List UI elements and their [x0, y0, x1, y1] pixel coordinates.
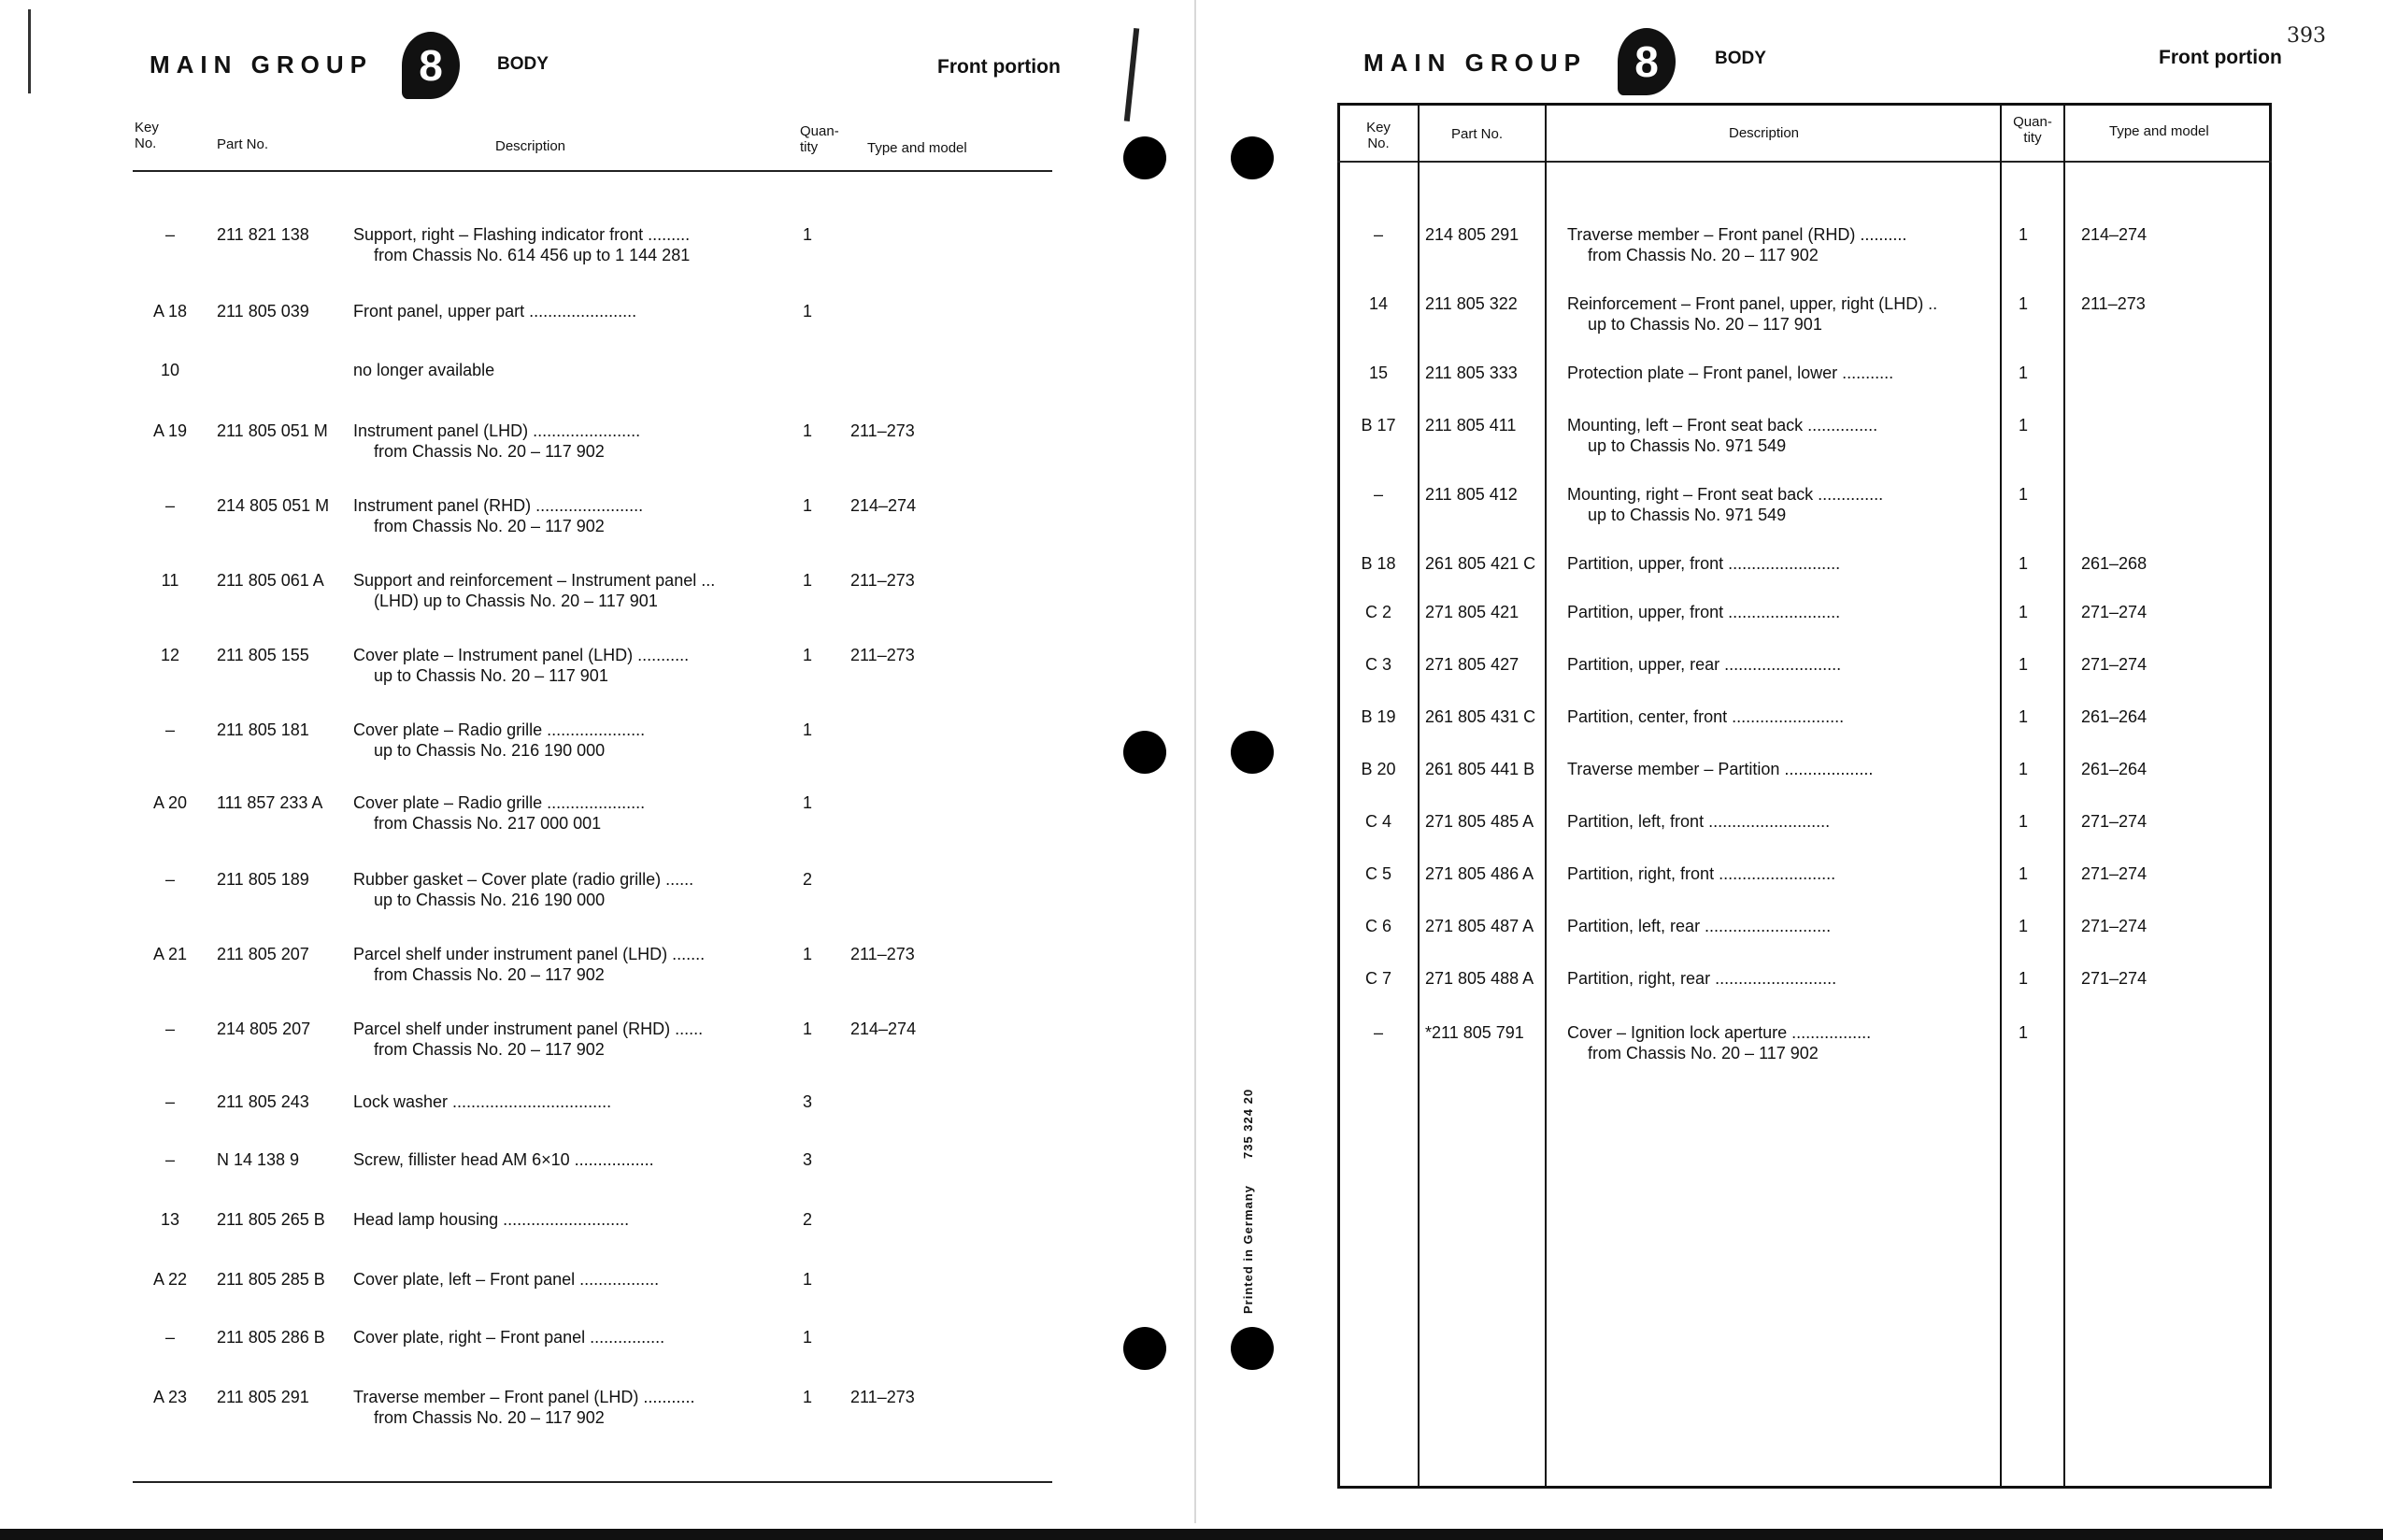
- row-key-no: C 2: [1364, 603, 1391, 621]
- row-description: [353, 869, 693, 910]
- row-type-model: 261–268: [2081, 554, 2148, 573]
- row-description-line: Cover plate, left – Front panel .................: [353, 1270, 660, 1289]
- row-key-no: A 22: [152, 1270, 188, 1289]
- row-part-no: 214 805 051 M: [217, 496, 330, 515]
- row-key-no: 12: [160, 646, 180, 664]
- row-description-line: Lock washer ..................................: [353, 1092, 612, 1111]
- row-description: [353, 1209, 629, 1230]
- header-type-model: Type and model: [867, 140, 967, 156]
- row-quantity: 1: [803, 225, 813, 244]
- page-gutter: [1194, 0, 1196, 1523]
- row-description: [353, 645, 689, 686]
- binder-hole: [1123, 1327, 1166, 1370]
- row-description: [353, 944, 705, 985]
- row-description-line: Partition, center, front ........................: [1567, 707, 1845, 726]
- row-description-note: up to Chassis No. 971 549: [1588, 436, 1787, 455]
- binder-hole: [1231, 1327, 1274, 1370]
- row-type-model: 271–274: [2081, 603, 2148, 621]
- row-quantity: 1: [2019, 603, 2029, 621]
- row-key-no: A 18: [152, 302, 188, 321]
- row-part-no: N 14 138 9: [217, 1150, 300, 1169]
- row-description-line: Support, right – Flashing indicator front .........: [353, 225, 691, 244]
- edge-mark: [28, 9, 31, 93]
- row-type-model: 211–273: [850, 1388, 915, 1406]
- row-description-line: Support and reinforcement – Instrument panel ...: [353, 571, 716, 590]
- row-key-no: –: [164, 870, 175, 889]
- row-key-no: 10: [160, 361, 180, 379]
- row-description-line: Front panel, upper part .......................: [353, 302, 637, 321]
- row-description-line: Instrument panel (LHD) .......................: [353, 421, 641, 440]
- row-quantity: 3: [803, 1150, 813, 1169]
- row-key-no: –: [164, 496, 175, 515]
- row-part-no: 211 805 207: [217, 945, 309, 963]
- row-part-no: 271 805 488 A: [1425, 969, 1534, 988]
- row-part-no: 111 857 233 A: [217, 793, 323, 812]
- binder-hole: [1123, 136, 1166, 179]
- row-type-model: 261–264: [2081, 707, 2148, 726]
- row-description: [1567, 363, 1893, 383]
- group-number-badge: 8: [1618, 28, 1676, 95]
- binder-hole: [1123, 731, 1166, 774]
- group-name: BODY: [1715, 49, 1766, 68]
- row-key-no: C 7: [1364, 969, 1391, 988]
- row-part-no: 211 821 138: [217, 225, 309, 244]
- footer-rule: [133, 1481, 1052, 1483]
- row-key-no: C 3: [1364, 655, 1391, 674]
- row-description-line: Partition, left, rear ...........................: [1567, 917, 1832, 935]
- row-description-note: up to Chassis No. 216 190 000: [374, 741, 606, 760]
- row-description-note: from Chassis No. 20 – 117 902: [374, 1408, 605, 1427]
- row-description-line: Reinforcement – Front panel, upper, right (LHD) ..: [1567, 294, 1938, 313]
- row-quantity: 1: [2019, 416, 2029, 435]
- row-key-no: C 4: [1364, 812, 1391, 831]
- row-part-no: 214 805 291: [1425, 225, 1520, 244]
- row-description-line: Cover plate, right – Front panel ................: [353, 1328, 665, 1347]
- header-key-no: Key No.: [135, 120, 159, 151]
- row-type-model: 214–274: [2081, 225, 2148, 244]
- row-key-no: –: [164, 1150, 175, 1169]
- row-key-no: 13: [160, 1210, 180, 1229]
- column-divider: [2063, 105, 2065, 1486]
- row-description-note: up to Chassis No. 20 – 117 901: [374, 666, 608, 685]
- row-type-model: 214–274: [850, 1020, 917, 1038]
- header-rule: [133, 170, 1052, 172]
- row-key-no: A 23: [152, 1388, 188, 1406]
- row-part-no: 211 805 243: [217, 1092, 309, 1111]
- binder-mark: [1124, 28, 1139, 121]
- row-quantity: 1: [2019, 294, 2029, 313]
- row-quantity: 1: [803, 421, 813, 440]
- section-title: Front portion: [937, 56, 1061, 78]
- row-description: [353, 792, 645, 834]
- row-part-no: 271 805 485 A: [1425, 812, 1534, 831]
- row-part-no: 211 805 265 B: [217, 1210, 325, 1229]
- row-quantity: 1: [2019, 760, 2029, 778]
- row-description-line: Cover plate – Radio grille .....................: [353, 793, 646, 812]
- row-key-no: C 5: [1364, 864, 1391, 883]
- row-type-model: 211–273: [850, 421, 915, 440]
- row-description-note: up to Chassis No. 216 190 000: [374, 891, 606, 909]
- row-description-line: Traverse member – Partition ...................: [1567, 760, 1874, 778]
- row-quantity: 1: [803, 302, 813, 321]
- row-description: [1567, 654, 1841, 675]
- row-description-line: Partition, upper, front ........................: [1567, 603, 1841, 621]
- row-description: [353, 1269, 659, 1290]
- row-description-line: Cover – Ignition lock aperture .................: [1567, 1023, 1872, 1042]
- row-quantity: 2: [803, 870, 813, 889]
- row-description-line: no longer available: [353, 361, 495, 379]
- row-type-model: 211–273: [850, 646, 915, 664]
- row-key-no: 14: [1368, 294, 1389, 313]
- header-quantity: Quan- tity: [800, 123, 839, 155]
- row-description: [1567, 811, 1830, 832]
- print-code: 735 324 20: [1241, 1088, 1255, 1159]
- row-description: [1567, 293, 1937, 335]
- row-quantity: 1: [803, 720, 813, 739]
- row-description-line: Cover plate – Radio grille .....................: [353, 720, 646, 739]
- row-description-line: Traverse member – Front panel (LHD) ...........: [353, 1388, 695, 1406]
- binder-hole: [1231, 731, 1274, 774]
- row-description-line: Head lamp housing ...........................: [353, 1210, 630, 1229]
- row-quantity: 1: [803, 1020, 813, 1038]
- row-description: [353, 301, 636, 321]
- row-part-no: 271 805 487 A: [1425, 917, 1534, 935]
- row-type-model: 214–274: [850, 496, 917, 515]
- row-description: [1567, 415, 1877, 456]
- row-key-no: –: [1373, 485, 1383, 504]
- row-description-line: Instrument panel (RHD) .......................: [353, 496, 644, 515]
- header-part-no: Part No.: [217, 136, 269, 152]
- row-quantity: 1: [803, 945, 813, 963]
- row-quantity: 1: [2019, 812, 2029, 831]
- row-description-note: from Chassis No. 20 – 117 902: [374, 517, 605, 535]
- right-page: [1201, 0, 2383, 1521]
- row-description: [353, 1019, 703, 1060]
- row-key-no: –: [164, 720, 175, 739]
- row-description: [353, 1387, 694, 1428]
- row-key-no: –: [1373, 1023, 1383, 1042]
- row-key-no: B 17: [1361, 416, 1396, 435]
- handwritten-page-number: 393: [2287, 24, 2326, 48]
- row-description-line: Mounting, right – Front seat back ..............: [1567, 485, 1884, 504]
- row-quantity: 1: [2019, 1023, 2029, 1042]
- row-description-note: up to Chassis No. 971 549: [1588, 506, 1787, 524]
- row-quantity: 1: [2019, 655, 2029, 674]
- header-description: Description: [495, 138, 566, 154]
- row-description-note: up to Chassis No. 20 – 117 901: [1588, 315, 1822, 334]
- row-part-no: 211 805 155: [217, 646, 309, 664]
- row-quantity: 2: [803, 1210, 813, 1229]
- row-type-model: 271–274: [2081, 969, 2148, 988]
- row-description-line: Partition, right, rear ..........................: [1567, 969, 1837, 988]
- row-part-no: 261 805 421 C: [1425, 554, 1536, 573]
- row-description: [353, 360, 494, 380]
- row-quantity: 1: [803, 646, 813, 664]
- row-description-note: from Chassis No. 20 – 117 902: [1588, 246, 1819, 264]
- row-quantity: 1: [2019, 864, 2029, 883]
- group-name: BODY: [497, 54, 549, 74]
- binder-hole: [1231, 136, 1274, 179]
- row-quantity: 3: [803, 1092, 813, 1111]
- row-description-line: Partition, upper, rear .........................: [1567, 655, 1842, 674]
- row-description: [1567, 602, 1840, 622]
- row-description-line: Parcel shelf under instrument panel (RHD) ......: [353, 1020, 704, 1038]
- row-description-line: Protection plate – Front panel, lower ...........: [1567, 364, 1894, 382]
- row-type-model: 271–274: [2081, 864, 2148, 883]
- row-key-no: B 19: [1361, 707, 1396, 726]
- row-quantity: 1: [803, 1388, 813, 1406]
- row-part-no: 211 805 291: [217, 1388, 309, 1406]
- row-quantity: 1: [2019, 485, 2029, 504]
- row-part-no: 211 805 333: [1425, 364, 1518, 382]
- row-part-no: 211 805 051 M: [217, 421, 328, 440]
- row-part-no: 271 805 421: [1425, 603, 1520, 621]
- row-quantity: 1: [803, 496, 813, 515]
- row-description: [353, 1091, 611, 1112]
- row-type-model: 271–274: [2081, 917, 2148, 935]
- row-key-no: –: [164, 1020, 175, 1038]
- row-description: [353, 421, 640, 462]
- row-type-model: 261–264: [2081, 760, 2148, 778]
- row-key-no: C 6: [1364, 917, 1391, 935]
- column-divider: [1545, 105, 1547, 1486]
- row-quantity: 1: [2019, 554, 2029, 573]
- row-quantity: 1: [2019, 364, 2029, 382]
- row-part-no: 214 805 207: [217, 1020, 311, 1038]
- row-description: [353, 224, 690, 265]
- row-description-line: Rubber gasket – Cover plate (radio grille) ......: [353, 870, 694, 889]
- scan-edge: [0, 1529, 2383, 1540]
- row-description-line: Mounting, left – Front seat back ...............: [1567, 416, 1878, 435]
- row-quantity: 1: [803, 1270, 813, 1289]
- row-part-no: *211 805 791: [1425, 1023, 1524, 1042]
- row-part-no: 211 805 189: [217, 870, 309, 889]
- row-description: [1567, 553, 1840, 574]
- row-description: [1567, 916, 1831, 936]
- row-description: [353, 720, 645, 761]
- row-description-line: Cover plate – Instrument panel (LHD) ...........: [353, 646, 690, 664]
- row-description: [353, 570, 715, 611]
- row-description-note: (LHD) up to Chassis No. 20 – 117 901: [374, 592, 658, 610]
- left-page: [0, 0, 1192, 1521]
- row-part-no: 211 805 322: [1425, 294, 1518, 313]
- row-part-no: 271 805 486 A: [1425, 864, 1534, 883]
- row-description: [353, 495, 643, 536]
- row-part-no: 261 805 441 B: [1425, 760, 1535, 778]
- row-key-no: 15: [1368, 364, 1389, 382]
- row-part-no: 271 805 427: [1425, 655, 1520, 674]
- row-description: [1567, 224, 1906, 265]
- row-description-note: from Chassis No. 20 – 117 902: [1588, 1044, 1819, 1062]
- row-description-line: Partition, upper, front ........................: [1567, 554, 1841, 573]
- row-description-note: from Chassis No. 20 – 117 902: [374, 1040, 605, 1059]
- section-title: Front portion: [2159, 47, 2282, 68]
- row-description-line: Traverse member – Front panel (RHD) ..........: [1567, 225, 1907, 244]
- row-type-model: 211–273: [850, 945, 915, 963]
- row-type-model: 211–273: [850, 571, 915, 590]
- row-description-note: from Chassis No. 20 – 117 902: [374, 442, 605, 461]
- header-part-no: Part No.: [1451, 126, 1504, 142]
- row-description-line: Partition, right, front .........................: [1567, 864, 1836, 883]
- row-key-no: –: [164, 1092, 175, 1111]
- row-description-line: Parcel shelf under instrument panel (LHD) .......: [353, 945, 706, 963]
- row-quantity: 1: [2019, 225, 2029, 244]
- row-key-no: A 21: [152, 945, 188, 963]
- main-group-label: MAIN GROUP: [1363, 49, 1587, 77]
- row-description: [353, 1327, 664, 1348]
- row-key-no: –: [1373, 225, 1383, 244]
- row-quantity: 1: [803, 571, 813, 590]
- row-key-no: A 19: [152, 421, 188, 440]
- header-key-no: Key No.: [1366, 120, 1391, 151]
- row-quantity: 1: [803, 793, 813, 812]
- row-key-no: –: [164, 1328, 175, 1347]
- row-quantity: 1: [2019, 969, 2029, 988]
- column-divider: [1418, 105, 1420, 1486]
- row-description: [1567, 863, 1835, 884]
- row-description-line: Screw, fillister head AM 6×10 .................: [353, 1150, 654, 1169]
- row-part-no: 211 805 039: [217, 302, 309, 321]
- row-part-no: 211 805 181: [217, 720, 309, 739]
- row-description-line: Partition, left, front ..........................: [1567, 812, 1831, 831]
- row-description: [1567, 1022, 1871, 1063]
- row-key-no: –: [164, 225, 175, 244]
- header-quantity: Quan- tity: [2013, 114, 2052, 146]
- header-rule: [1337, 161, 2272, 163]
- row-description: [1567, 484, 1883, 525]
- row-key-no: 11: [161, 571, 179, 590]
- row-type-model: 211–273: [2081, 294, 2146, 313]
- row-key-no: B 18: [1361, 554, 1396, 573]
- row-key-no: A 20: [152, 793, 188, 812]
- row-description: [1567, 968, 1836, 989]
- header-type-model: Type and model: [2109, 123, 2209, 139]
- row-key-no: B 20: [1361, 760, 1396, 778]
- row-part-no: 211 805 285 B: [217, 1270, 325, 1289]
- row-part-no: 261 805 431 C: [1425, 707, 1536, 726]
- row-part-no: 211 805 411: [1425, 416, 1517, 435]
- main-group-label: MAIN GROUP: [150, 50, 373, 78]
- row-description-note: from Chassis No. 20 – 117 902: [374, 965, 605, 984]
- row-type-model: 271–274: [2081, 812, 2148, 831]
- row-description: [1567, 706, 1844, 727]
- row-part-no: 211 805 286 B: [217, 1328, 325, 1347]
- row-description: [1567, 759, 1873, 779]
- row-type-model: 271–274: [2081, 655, 2148, 674]
- printed-in-note: Printed in Germany: [1241, 1185, 1255, 1314]
- row-quantity: 1: [2019, 707, 2029, 726]
- header-description: Description: [1729, 125, 1800, 141]
- row-description-note: from Chassis No. 614 456 up to 1 144 281: [374, 246, 691, 264]
- group-number-badge: 8: [402, 32, 460, 99]
- row-quantity: 1: [803, 1328, 813, 1347]
- row-description-note: from Chassis No. 217 000 001: [374, 814, 602, 833]
- column-divider: [2000, 105, 2002, 1486]
- row-part-no: 211 805 061 A: [217, 571, 324, 590]
- row-part-no: 211 805 412: [1425, 485, 1518, 504]
- row-quantity: 1: [2019, 917, 2029, 935]
- row-description: [353, 1149, 654, 1170]
